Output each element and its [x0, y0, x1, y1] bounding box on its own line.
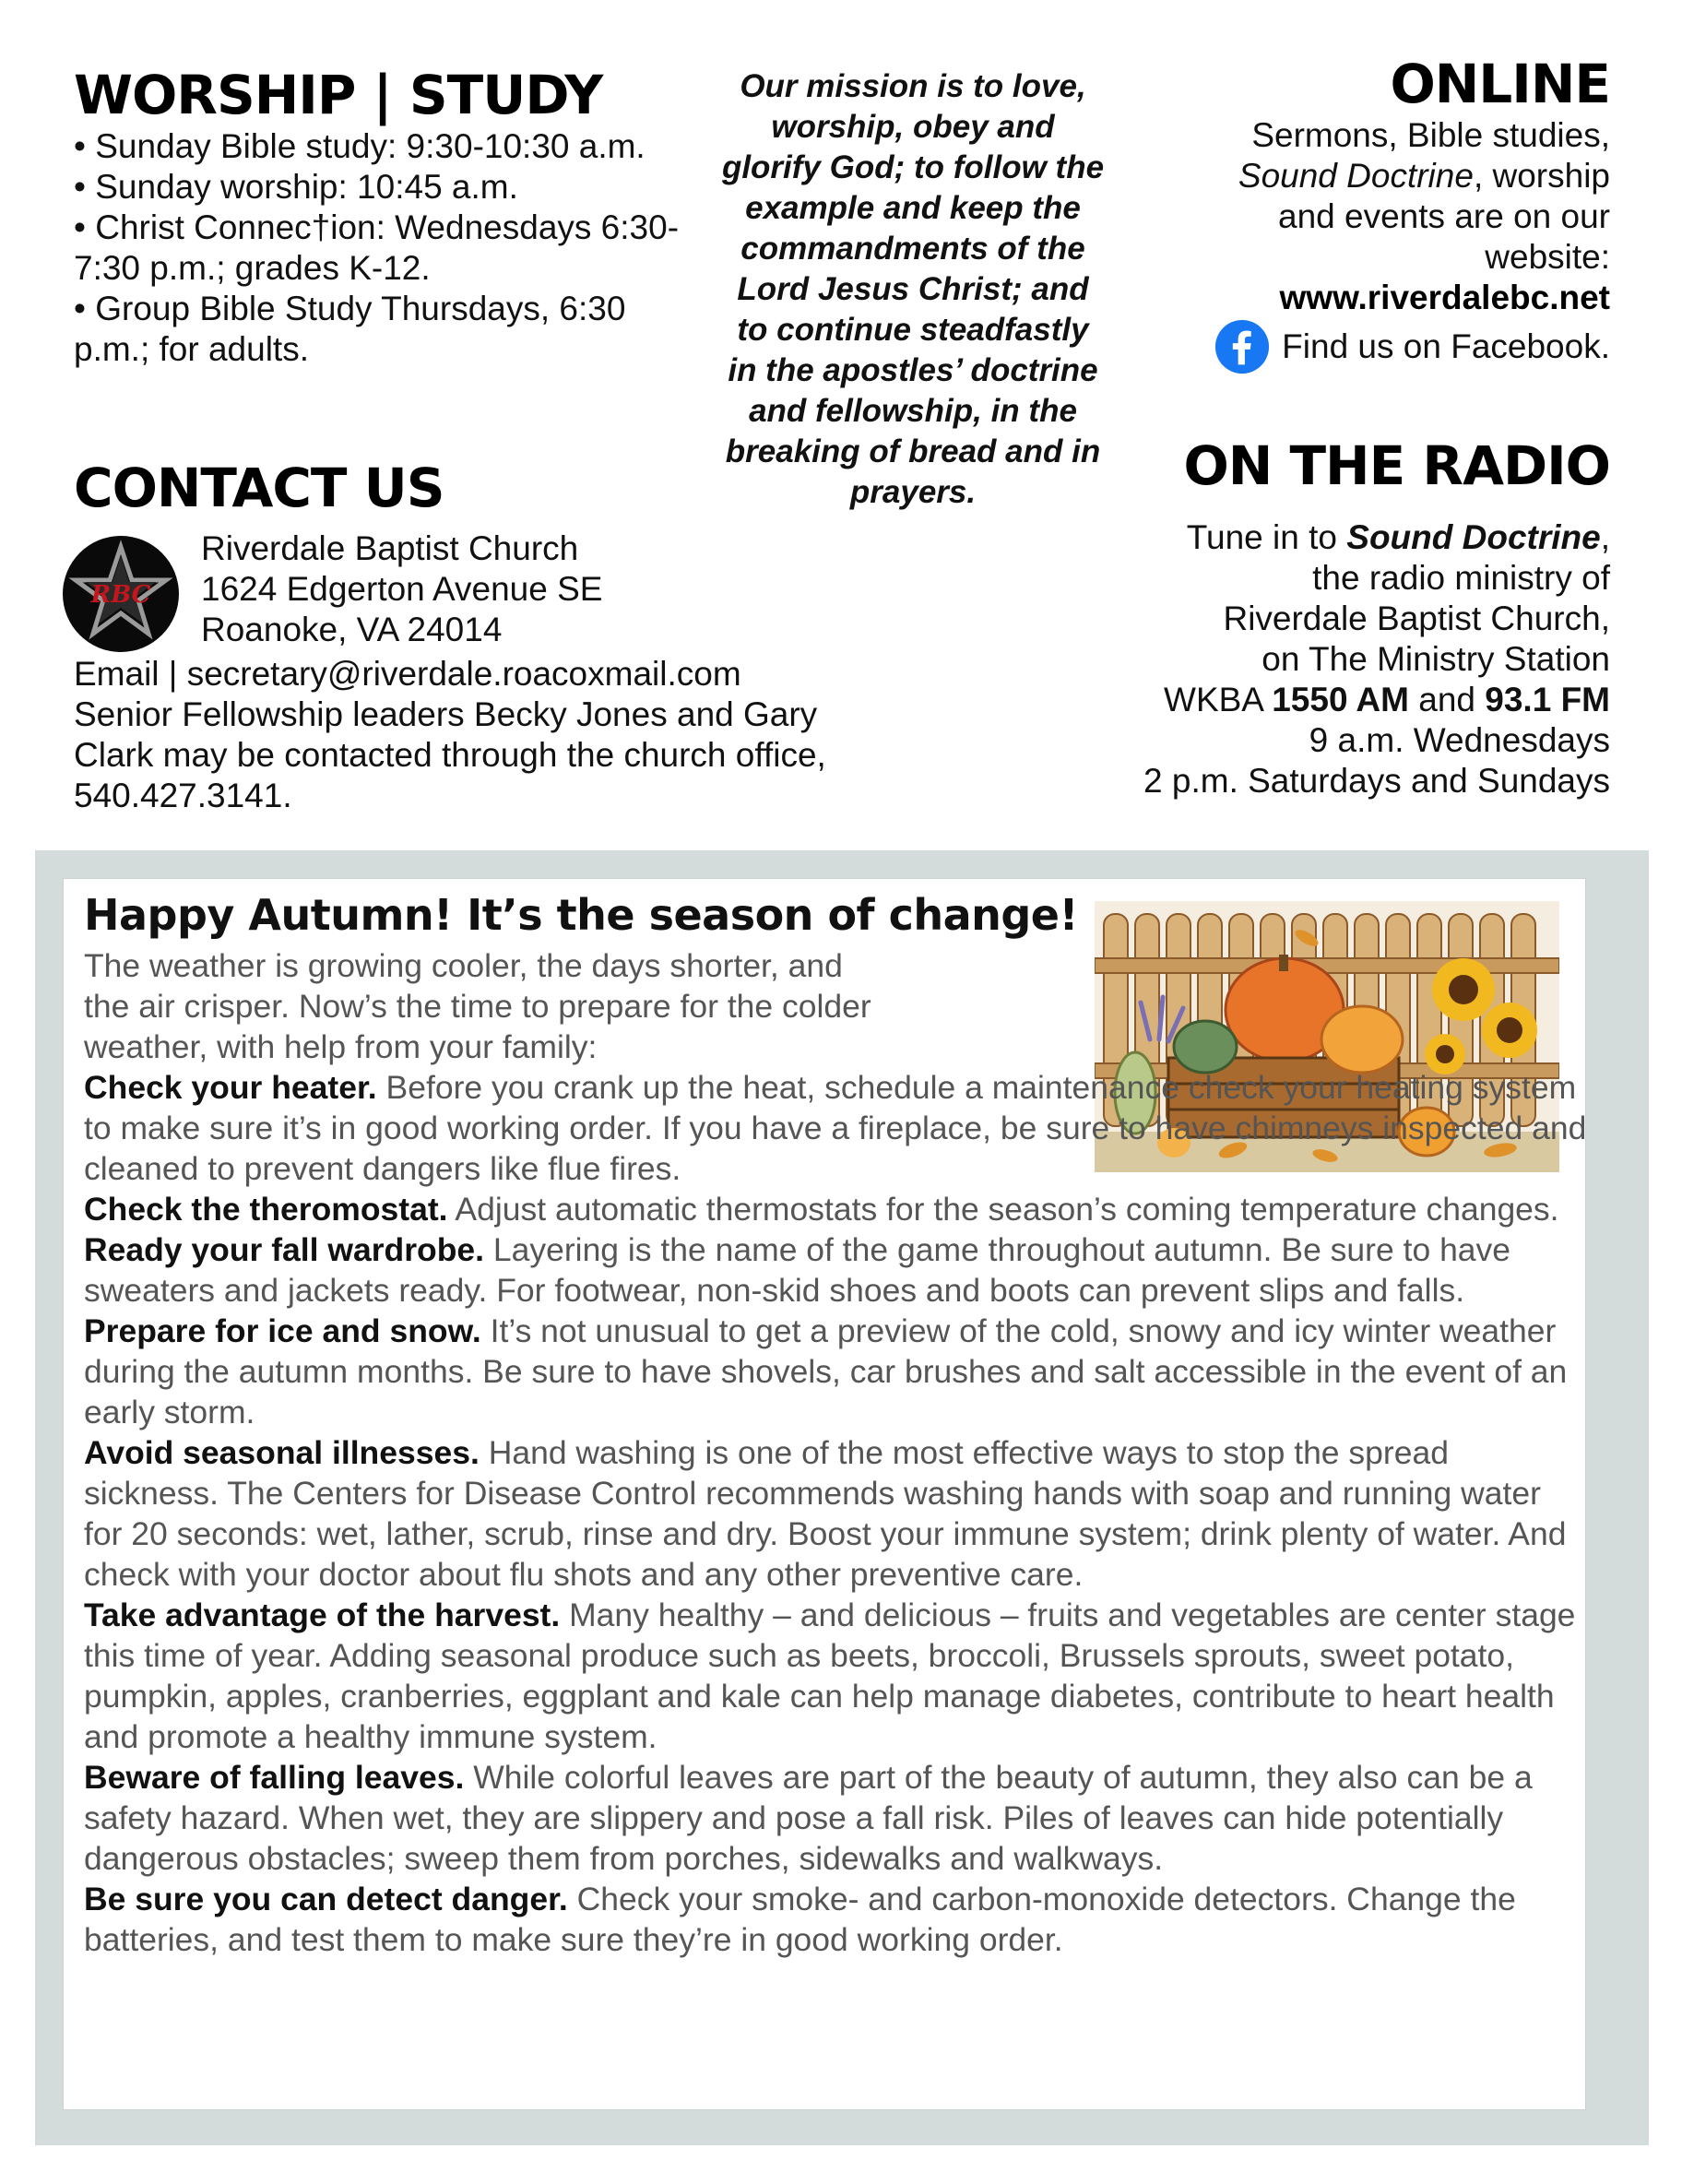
- radio-section: [1038, 435, 1610, 801]
- facebook-link[interactable]: [1131, 318, 1610, 375]
- tip-lead: Check your heater.: [84, 1069, 377, 1106]
- facebook-icon: [1214, 318, 1271, 375]
- online-line: website:: [1485, 237, 1610, 276]
- worship-item: • Group Bible Study Thursdays, 6:30 p.m.; for adults.: [74, 289, 626, 368]
- article-title: Happy Autumn! It’s the season of change!: [84, 890, 1078, 940]
- radio-fm: 93.1 FM: [1485, 680, 1610, 718]
- contact-section: [74, 457, 904, 816]
- online-section: [1131, 53, 1610, 375]
- church-city: Roanoke, VA 24014: [201, 610, 503, 648]
- article-tip: [84, 1595, 1587, 1757]
- mission-statement: Our mission is to love, worship, obey and glorify God; to follow the example and keep the commandments of the Lord Jesus Christ; and to continue steadfastly in the apostles’ doctrine and fellowship, in the breaking of bread and in prayers.: [721, 68, 1105, 510]
- contact-address-block: [74, 528, 904, 659]
- radio-line: 9 a.m. Wednesdays: [1309, 720, 1610, 759]
- online-text: [1131, 115, 1610, 375]
- tip-lead: Be sure you can detect danger.: [84, 1881, 568, 1917]
- worship-item: • Christ Connec†ion: Wednesdays 6:30-7:30 p.m.; grades K-12.: [74, 208, 680, 287]
- radio-heading: ON THE RADIO: [1183, 434, 1610, 497]
- online-line: [1131, 156, 1610, 196]
- article-intro: The weather is growing cooler, the days shorter, and the air crisper. Now’s the time to prepare for the colder weather, with help from your family:: [84, 947, 871, 1065]
- worship-study-section: [74, 65, 701, 370]
- tip-text: Adjust automatic thermostats for the season’s coming temperature changes.: [447, 1191, 1559, 1228]
- autumn-article-panel: [35, 850, 1649, 2145]
- radio-show-title: Sound Doctrine: [1346, 517, 1601, 556]
- svg-text:RBC: RBC: [90, 580, 151, 609]
- radio-station: WKBA: [1164, 680, 1273, 718]
- radio-and: and: [1408, 680, 1486, 718]
- sound-doctrine-title: Sound Doctrine: [1238, 156, 1474, 195]
- radio-tune-suffix: ,: [1600, 517, 1610, 556]
- article-card: [63, 878, 1586, 2110]
- tip-text: Hand washing is one of the most effective ways to stop the spread sickness. The Centers for Disease Control recommends washing hands with soap and running water for 20 seconds: wet, lather, scrub, rinse and dry. Boost your immune system; drink plenty of water. And check with your doctor about flu shots and any other preventive care.: [84, 1434, 1567, 1593]
- radio-am: 1550 AM: [1272, 680, 1409, 718]
- church-logo: [61, 534, 181, 654]
- worship-list: [74, 126, 701, 370]
- radio-line: 2 p.m. Saturdays and Sundays: [1143, 761, 1610, 800]
- tip-lead: Check the theromostat.: [84, 1191, 448, 1228]
- church-address: [201, 528, 602, 650]
- online-line-rest: , worship: [1473, 156, 1610, 195]
- article-body: [84, 945, 1587, 1960]
- online-line: and events are on our: [1278, 196, 1610, 235]
- radio-line: [1038, 517, 1610, 558]
- radio-line: [1038, 680, 1610, 720]
- tip-lead: Prepare for ice and snow.: [84, 1312, 481, 1349]
- article-tip: [84, 1311, 1587, 1432]
- tip-lead: Take advantage of the harvest.: [84, 1596, 561, 1633]
- radio-line: Riverdale Baptist Church,: [1223, 599, 1610, 637]
- church-street: 1624 Edgerton Avenue SE: [201, 569, 603, 608]
- contact-email[interactable]: Email | secretary@riverdale.roacoxmail.com: [74, 654, 741, 693]
- tip-text: While colorful leaves are part of the beauty of autumn, they also can be a safety hazard. When wet, they are slippery and pose a fall risk. Piles of leaves can hide potentially dangerous obstacles; sweep them from porches, sidewalks and walkways.: [84, 1759, 1533, 1877]
- tip-lead: Beware of falling leaves.: [84, 1759, 465, 1796]
- radio-line: the radio ministry of: [1312, 558, 1610, 597]
- tip-lead: Avoid seasonal illnesses.: [84, 1434, 480, 1471]
- church-name: Riverdale Baptist Church: [201, 528, 579, 567]
- radio-line: on The Ministry Station: [1262, 639, 1610, 678]
- online-heading: ONLINE: [1390, 53, 1610, 115]
- article-tip: [84, 1067, 1587, 1189]
- article-tip: [84, 1879, 1587, 1960]
- worship-heading: WORSHIP | STUDY: [74, 64, 603, 126]
- website-link[interactable]: www.riverdalebc.net: [1279, 278, 1610, 316]
- tip-text: Check your smoke- and carbon-monoxide detectors. Change the batteries, and test them to make sure they’re in good working order.: [84, 1881, 1516, 1958]
- worship-item: • Sunday Bible study: 9:30-10:30 a.m.: [74, 126, 646, 165]
- radio-tune-prefix: Tune in to: [1186, 517, 1347, 556]
- article-tip: [84, 1757, 1587, 1879]
- tip-text: Before you crank up the heat, schedule a maintenance check your heating system to make sure it’s in good working order. If you have a fireplace, be sure to have chimneys inspected and cleaned to prevent dangers like flue fires.: [84, 1069, 1587, 1187]
- tip-text: It’s not unusual to get a preview of the cold, snowy and icy winter weather during the autumn months. Be sure to have shovels, car brushes and salt accessible in the event of an early storm.: [84, 1312, 1568, 1430]
- tip-lead: Ready your fall wardrobe.: [84, 1231, 485, 1268]
- contact-heading: CONTACT US: [74, 457, 444, 519]
- tip-text: Layering is the name of the game throughout autumn. Be sure to have sweaters and jackets ready. For footwear, non-skid shoes and boots can prevent slips and falls.: [84, 1231, 1511, 1309]
- facebook-label: Find us on Facebook.: [1282, 326, 1610, 365]
- tip-text: Many healthy – and delicious – fruits and vegetables are center stage this time of year. Adding seasonal produce such as beets, broccoli, Brussels sprouts, sweet potato, pumpkin, apples, cranberries, eggplant and kale can help manage diabetes, contribute to heart health and promote a healthy immune system.: [84, 1596, 1576, 1755]
- online-line: Sermons, Bible studies,: [1251, 115, 1610, 154]
- article-tip: [84, 1189, 1587, 1229]
- article-tip: [84, 1432, 1587, 1595]
- radio-text: [1038, 517, 1610, 801]
- contact-fellowship: Senior Fellowship leaders Becky Jones and Gary Clark may be contacted through the church office, 540.427.3141.: [74, 694, 826, 814]
- worship-item: • Sunday worship: 10:45 a.m.: [74, 167, 518, 206]
- article-tip: [84, 1229, 1587, 1311]
